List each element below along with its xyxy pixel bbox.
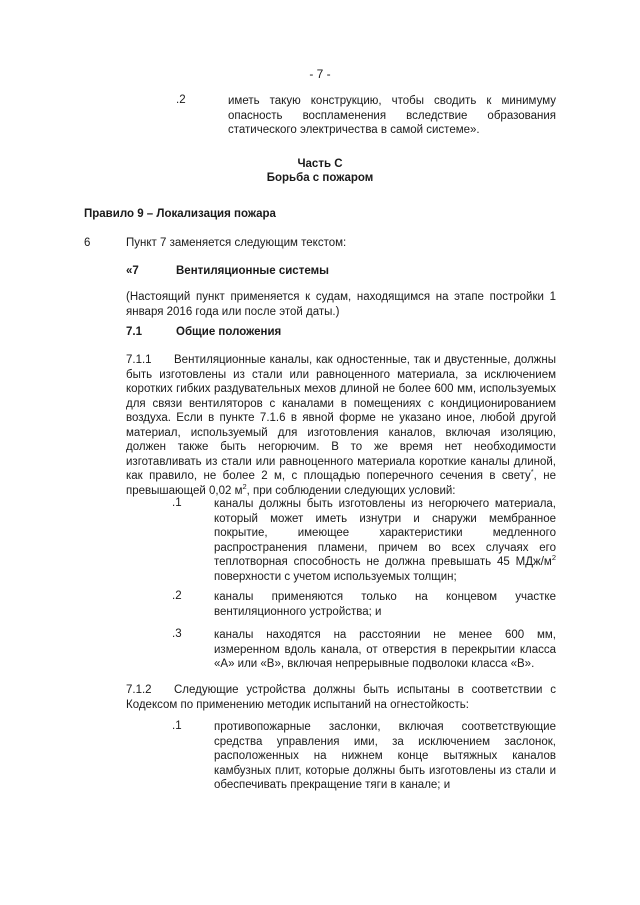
section-7-title: Вентиляционные системы <box>176 265 329 277</box>
item-7-1-1-3-number: .3 <box>172 628 182 640</box>
paragraph-7-1-1-number: 7.1.1 <box>126 354 152 366</box>
item-7-1-1-2-number: .2 <box>172 590 182 602</box>
area-unit-superscript: 2 <box>242 481 247 491</box>
section-7-number: «7 <box>126 265 139 277</box>
paragraph-7-1-2-number: 7.1.2 <box>126 684 152 696</box>
part-title: Часть C <box>297 158 343 170</box>
paragraph-7-1-2 <box>126 683 556 712</box>
section-7-1-title: Общие положения <box>176 326 282 338</box>
part-subtitle: Борьба с пожаром <box>266 172 374 184</box>
paragraph-7-1-1 <box>126 353 556 498</box>
section-7-1-number: 7.1 <box>126 326 142 338</box>
item-7-1-1-1-superscript: 2 <box>551 553 556 563</box>
item-7-1-1-1-body-end: поверхности с учетом используемых толщин; <box>214 570 457 583</box>
item-7-1-1-1-text <box>214 497 556 584</box>
item-7-1-1-1-body: каналы должны быть изготовлены из негорючего материала, который может иметь изнутри и снаружи мембранное покрытие, имеющее характеристики медленного распространения пламени, причем во всех случаях его теплотворная способность не должна превышать 45 МДж/м <box>214 498 556 568</box>
paragraph-7-1-1-text-end: , при соблюдении следующих условий: <box>246 484 456 497</box>
page-number: - 7 - <box>309 67 331 81</box>
section-7-note: (Настоящий пункт применяется к судам, находящимся на этапе постройки 1 января 2016 года или после этой даты.) <box>126 291 556 318</box>
item-7-1-1-2-text: каналы применяются только на концевом участке вентиляционного устройства; и <box>214 591 556 618</box>
item-7-1-1-1-number: .1 <box>172 497 182 509</box>
paragraph-7-1-2-text: Следующие устройства должны быть испытаны в соответствии с Кодексом по применению методик испытаний на огнестойкость: <box>126 684 556 711</box>
top-item-number: .2 <box>176 94 186 106</box>
amendment-number: 6 <box>84 237 91 249</box>
item-7-1-2-1-number: .1 <box>172 720 182 732</box>
paragraph-7-1-1-text-mid: , не превышающей 0,02 м <box>126 470 556 497</box>
paragraph-7-1-1-text: Вентиляционные каналы, как одностенные, так и двустенные, должны быть изготовлены из стали или равноценного материала, за исключением коротких гибких раздувательных мехов длиной не более 600 мм, используемых для связи вентиляторов с каналами в помещениях с кондиционированием воздуха. Если в пункте 7.1.6 в явной форме не указано иное, любой другой материал, используемый для изготовления каналов, включая изоляцию, должен также быть негорючим. В то же время нет необходимости изготавливать из стали или равноценного материала короткие каналы длиной, как правило, не более 2 м, с площадью поперечного сечения в свету <box>126 354 556 482</box>
item-7-1-1-3-text: каналы находятся на расстоянии не менее 600 мм, измеренном вдоль канала, от отверстия в перекрытии класса «А» или «В», включая непрерывные подволоки класса «В». <box>214 629 556 670</box>
item-7-1-2-1-text: противопожарные заслонки, включая соответствующие средства управления ими, за исключением заслонок, расположенных на нижнем конце вытяжных каналов камбузных плит, которые должны быть изготовлены из стали и обеспечивать прекращение тяги в канале; и <box>214 721 556 791</box>
rule-heading: Правило 9 – Локализация пожара <box>84 208 276 220</box>
top-item-text: иметь такую конструкцию, чтобы сводить к минимуму опасность воспламенения вследствие образования статического электричества в самой системе». <box>228 95 556 136</box>
footnote-mark: * <box>530 467 534 477</box>
amendment-text: Пункт 7 заменяется следующим текстом: <box>126 237 347 249</box>
